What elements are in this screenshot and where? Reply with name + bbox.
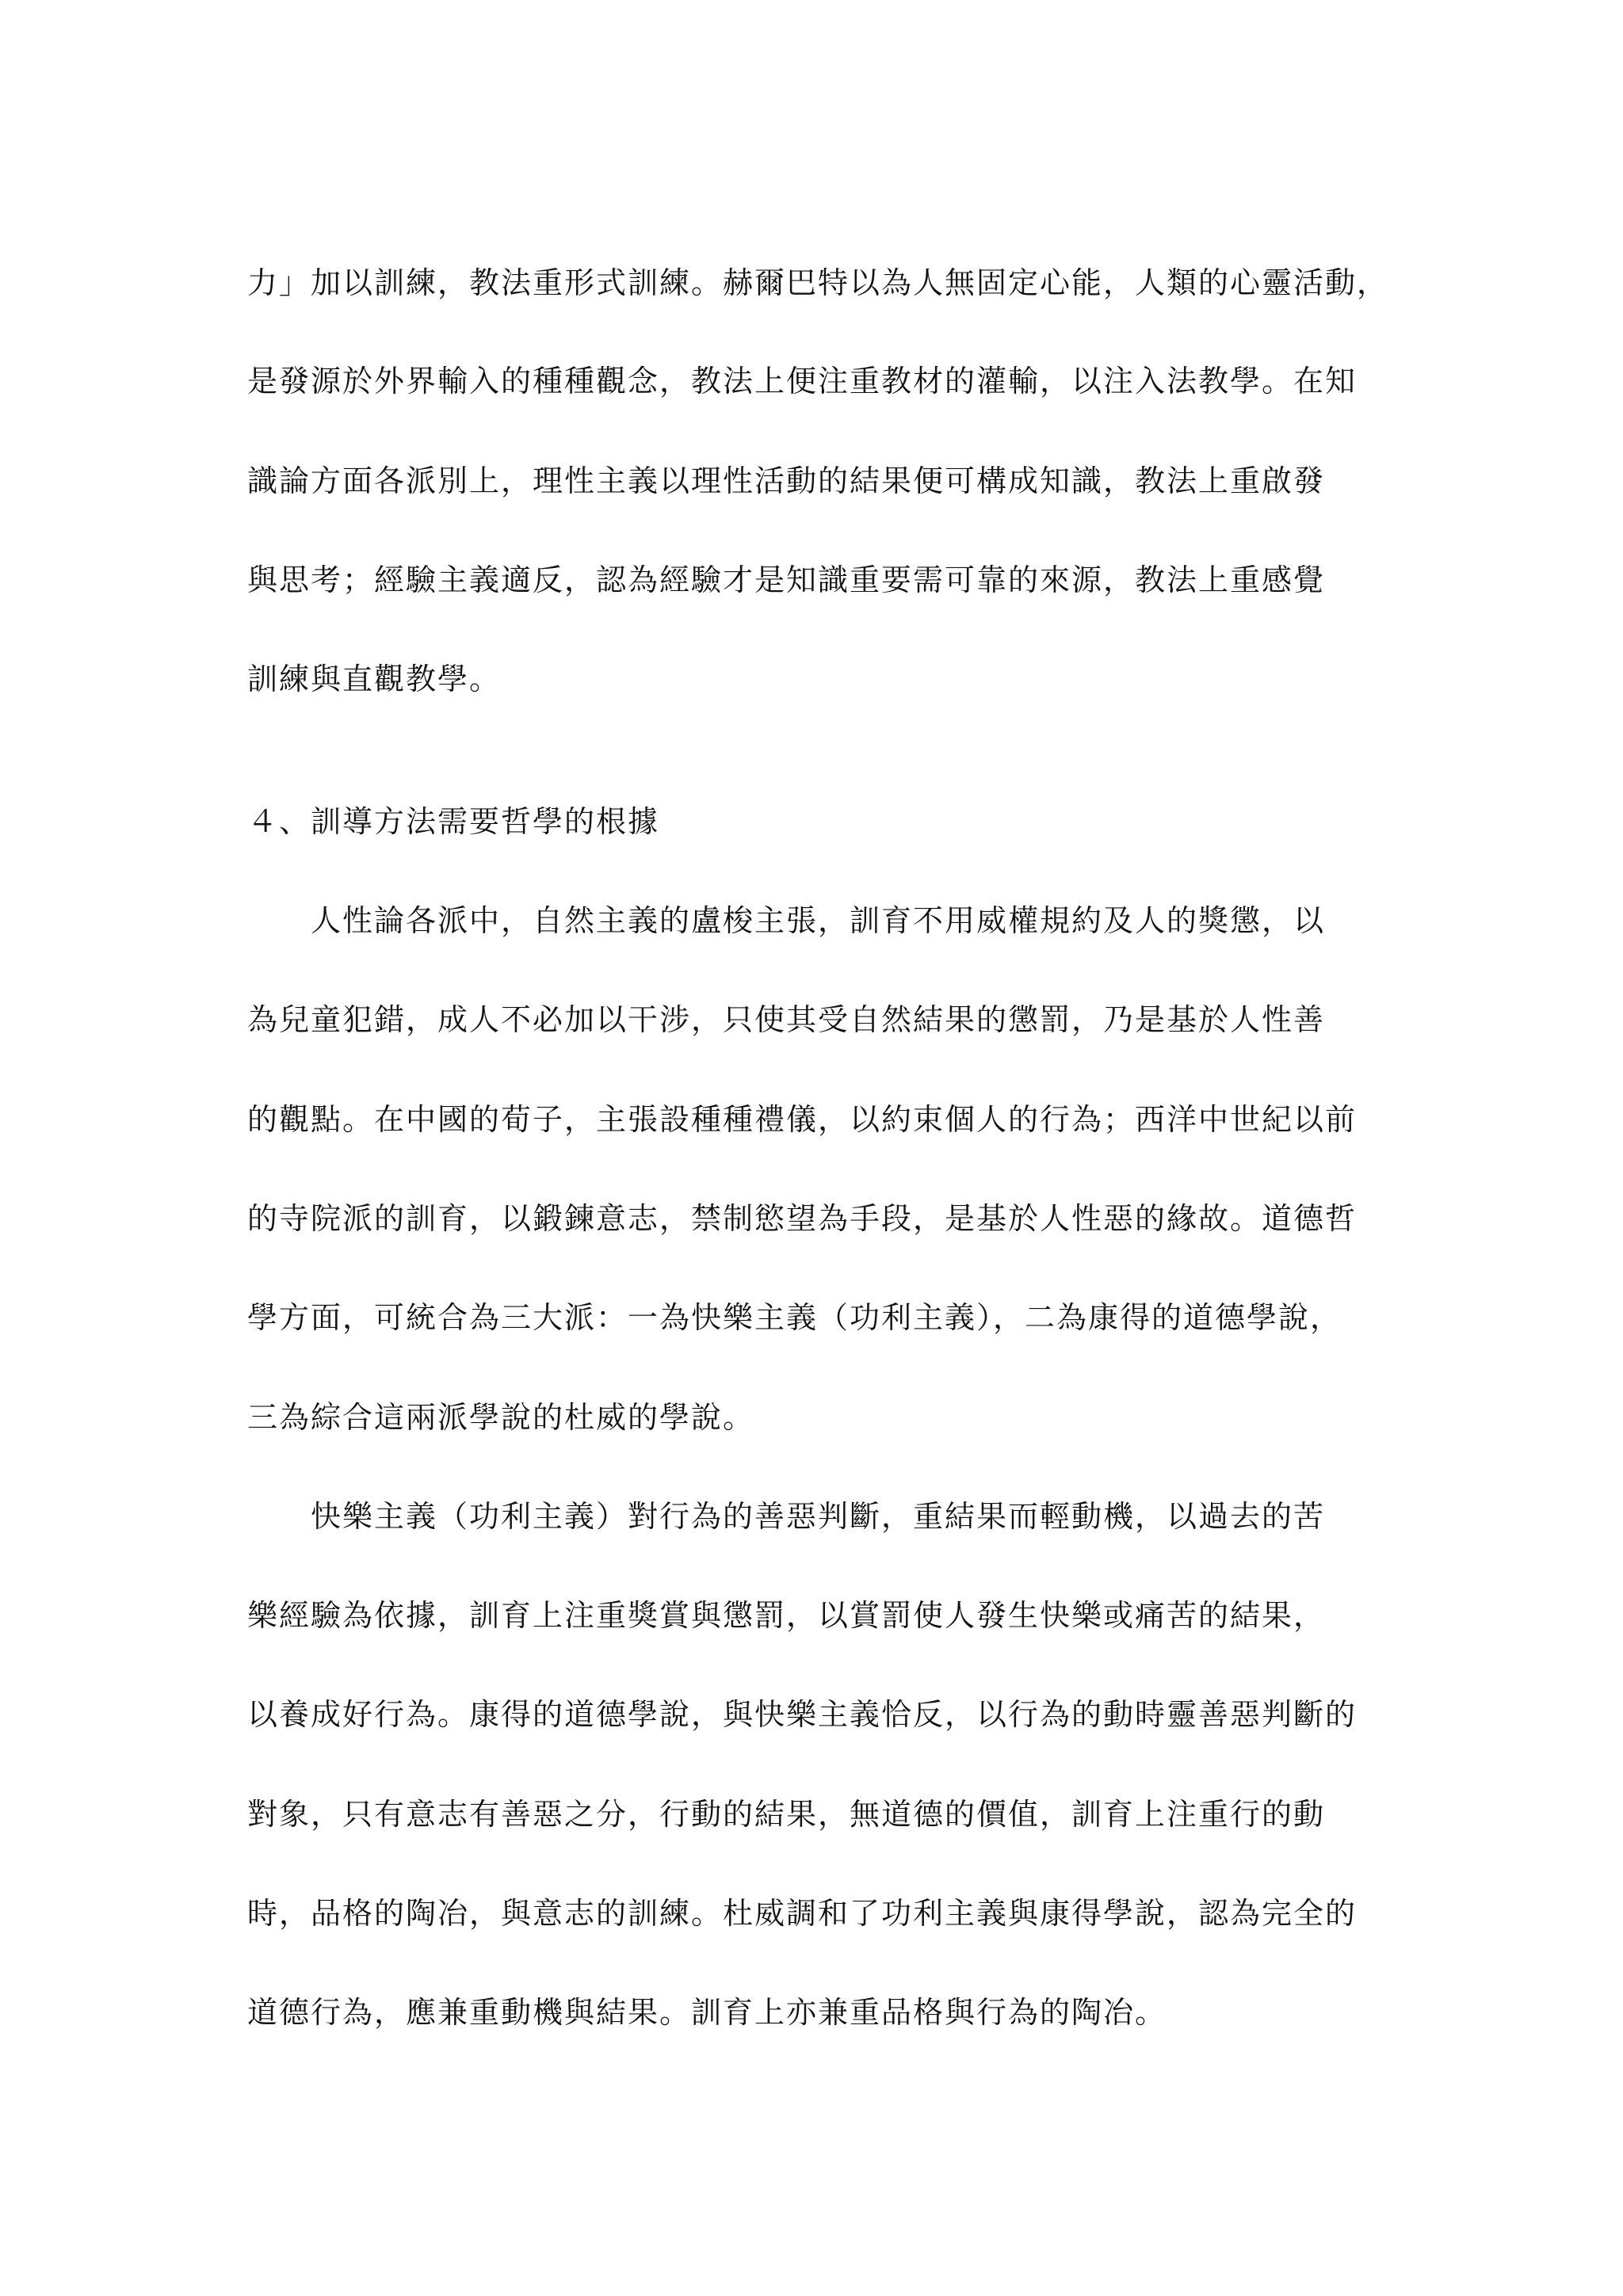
text-line: 訓練與直觀教學。 [247, 662, 502, 696]
section-heading: ４、訓導方法需要哲學的根據 [247, 804, 660, 839]
text-line: 三為綜合這兩派學說的杜威的學說。 [247, 1400, 755, 1435]
text-line: 人性論各派中，自然主義的盧梭主張，訓育不用威權規約及人的獎懲，以 [311, 903, 1326, 938]
text-line: 快樂主義（功利主義）對行為的善惡判斷，重結果而輕動機，以過去的苦 [311, 1499, 1326, 1534]
text-line: 的觀點。在中國的荀子，主張設種種禮儀，以約束個人的行為；西洋中世紀以前 [247, 1102, 1358, 1137]
text-line: 時，品格的陶冶，與意志的訓練。杜威調和了功利主義與康得學說，認為完全的 [247, 1896, 1358, 1931]
text-line: 是發源於外界輸入的種種觀念，教法上便注重教材的灌輸，以注入法教學。在知 [247, 364, 1358, 399]
text-line: 樂經驗為依據，訓育上注重獎賞與懲罰，以賞罰使人發生快樂或痛苦的結果， [247, 1598, 1326, 1633]
text-line: 的寺院派的訓育，以鍛鍊意志，禁制慾望為手段，是基於人性惡的緣故。道德哲 [247, 1201, 1358, 1236]
text-line: 力」加以訓練，教法重形式訓練。赫爾巴特以為人無固定心能，人類的心靈活動， [247, 265, 1389, 300]
text-line: 道德行為，應兼重動機與結果。訓育上亦兼重品格與行為的陶冶。 [247, 1995, 1167, 2030]
text-line: 為兒童犯錯，成人不必加以干涉，只使其受自然結果的懲罰，乃是基於人性善 [247, 1002, 1326, 1037]
text-line: 識論方面各派別上，理性主義以理性活動的結果便可構成知識，教法上重啟發 [247, 463, 1326, 498]
text-line: 以養成好行為。康得的道德學說，與快樂主義恰反，以行為的動時靈善惡判斷的 [247, 1697, 1358, 1732]
text-line: 學方面，可統合為三大派：一為快樂主義（功利主義），二為康得的道德學說， [247, 1300, 1342, 1335]
text-line: 與思考；經驗主義適反，認為經驗才是知識重要需可靠的來源，教法上重感覺 [247, 563, 1326, 597]
text-line: 對象，只有意志有善惡之分，行動的結果，無道德的價值，訓育上注重行的動 [247, 1797, 1326, 1832]
